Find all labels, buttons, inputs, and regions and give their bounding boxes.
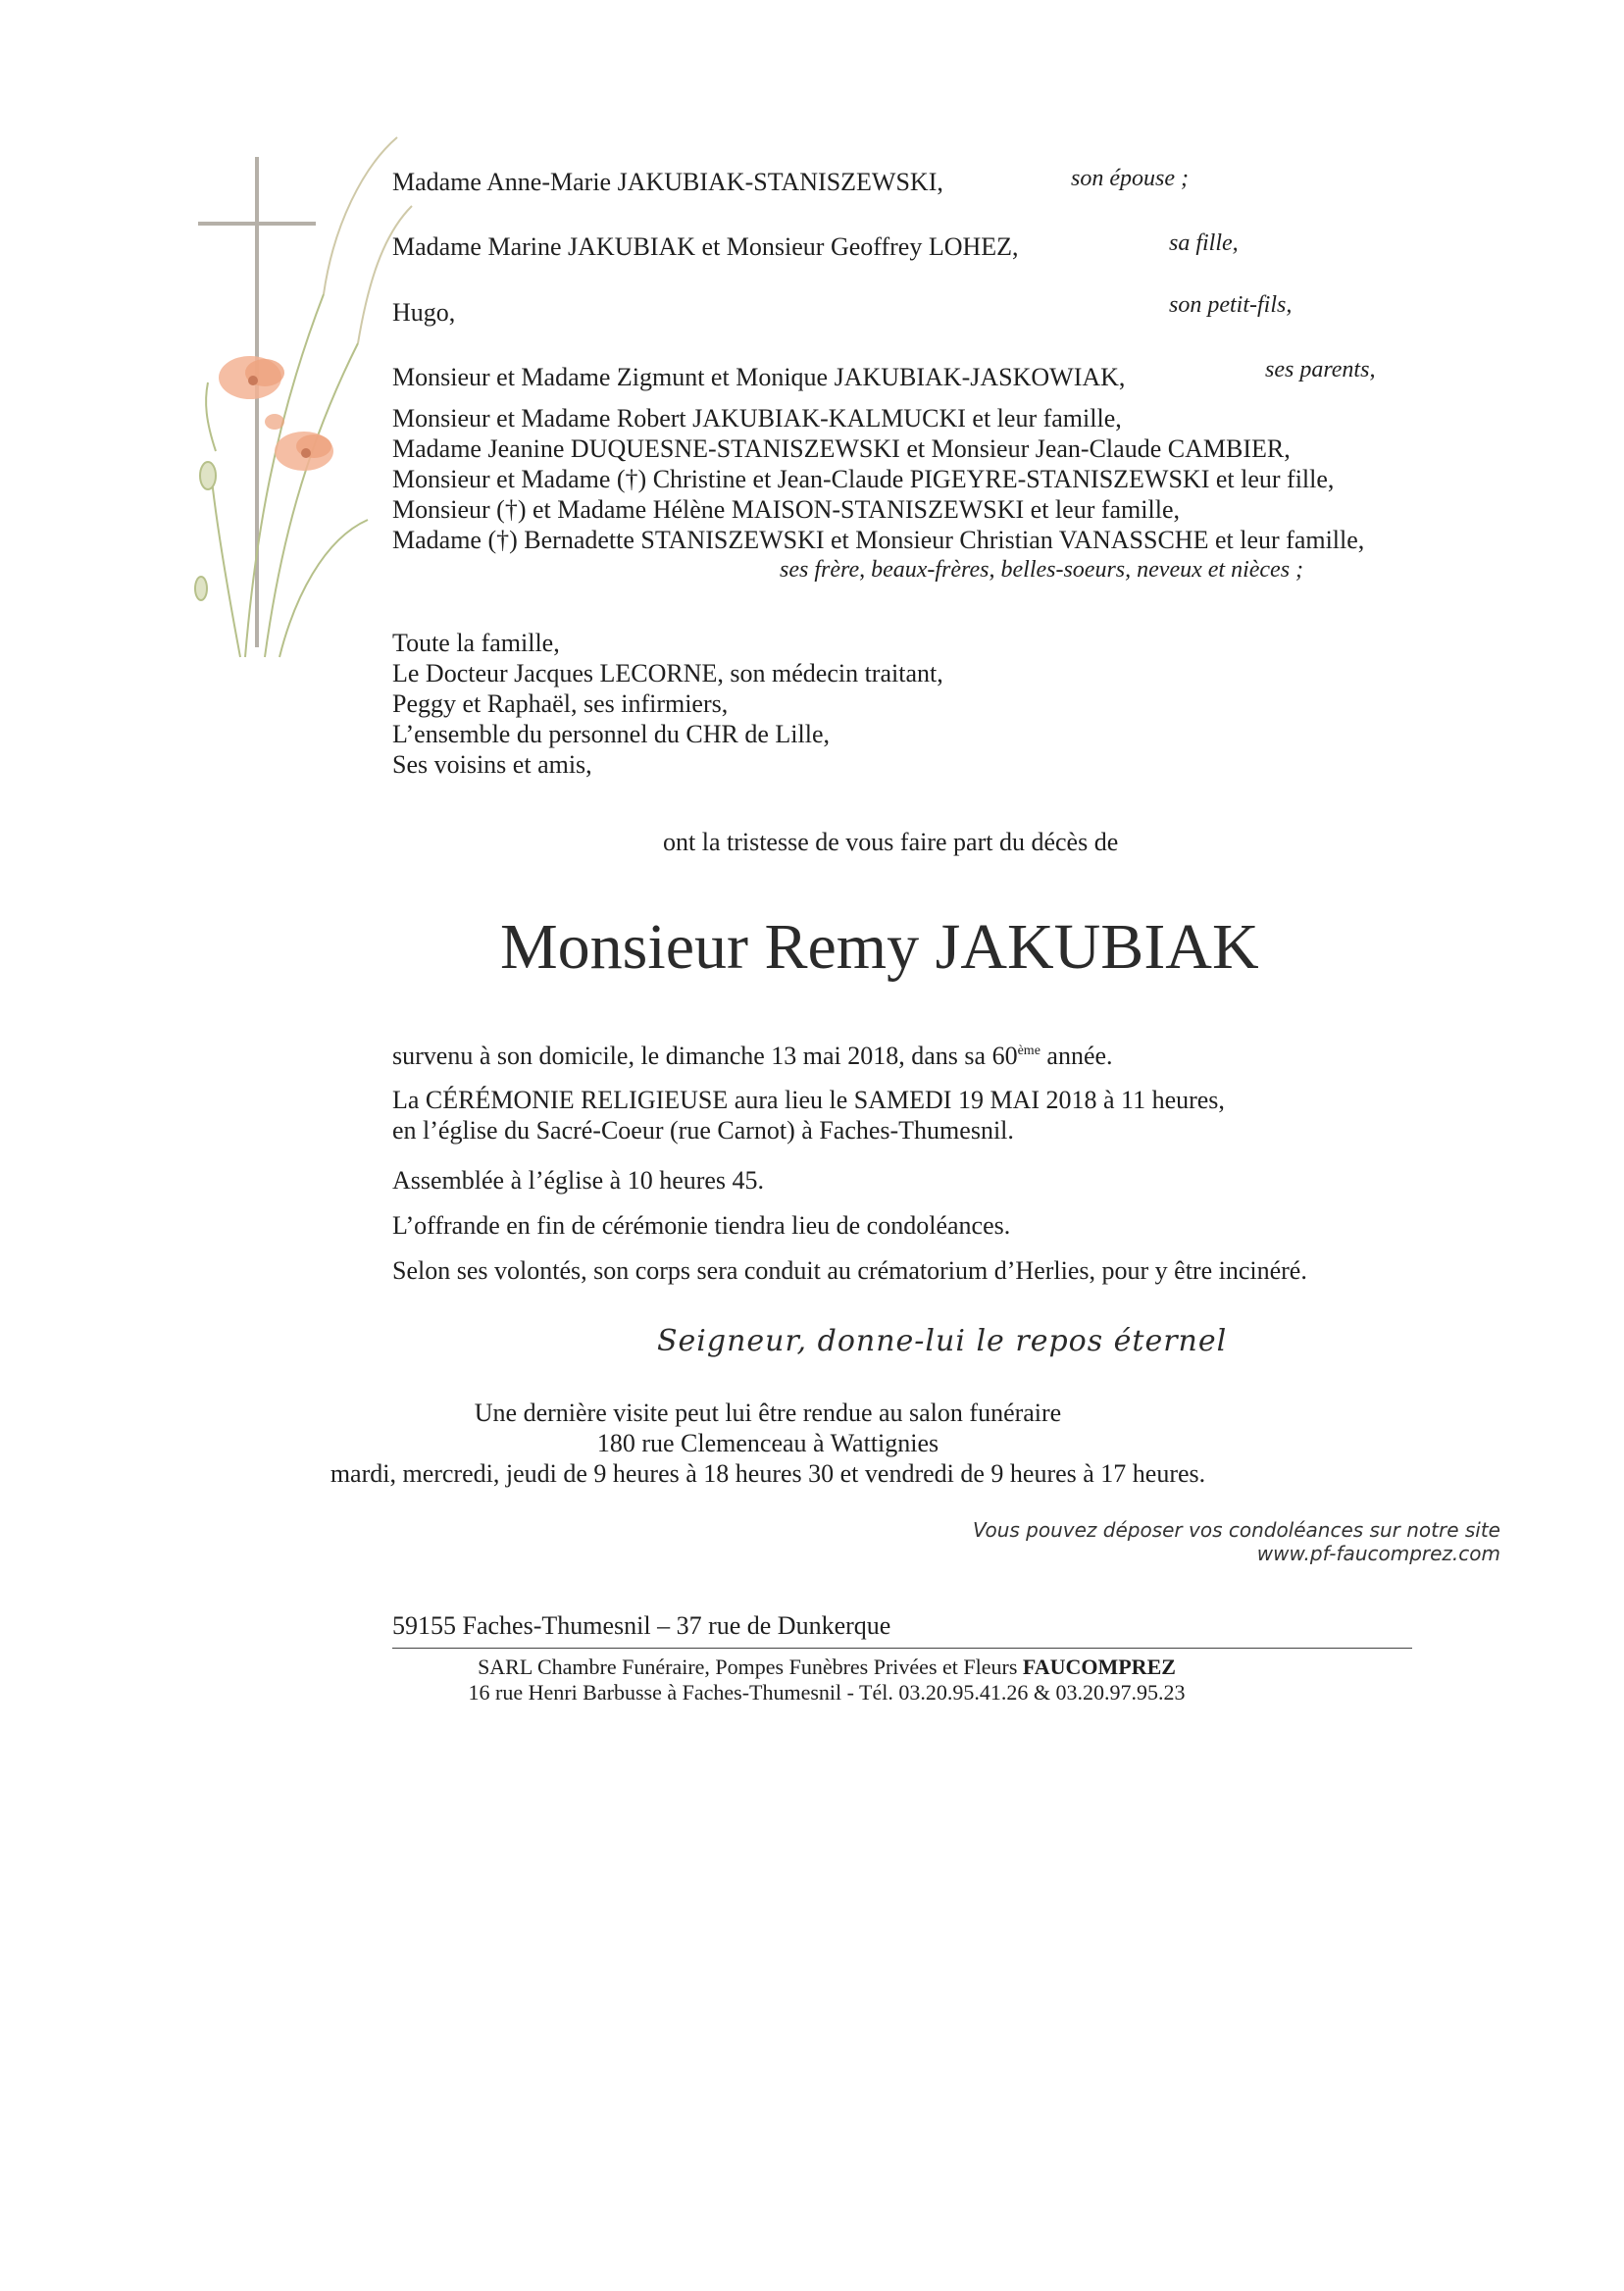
other-entry: Peggy et Raphaël, ses infirmiers, [392, 689, 729, 718]
family-member-relation: sa fille, [1169, 230, 1239, 256]
visit-line: 180 rue Clemenceau à Wattignies [596, 1429, 939, 1457]
address-text: 59155 Faches-Thumesnil – 37 rue de Dunkerque [392, 1611, 891, 1640]
sibling-entry: Monsieur (†) et Madame Hélène MAISON-STANISZEWSKI et leur famille, [392, 495, 1180, 524]
sibling-entry: Madame Jeanine DUQUESNE-STANISZEWSKI et Monsieur Jean-Claude CAMBIER, [392, 434, 1291, 463]
family-member-relation: son épouse ; [1071, 166, 1189, 191]
footer-line-2: 16 rue Henri Barbusse à Faches-Thumesnil - Tél. 03.20.95.41.26 & 03.20.97.95.23 [468, 1680, 1186, 1705]
siblings-list [392, 403, 1364, 555]
others-list [392, 628, 943, 780]
family-member-name: Monsieur et Madame Zigmunt et Monique JAKUBIAK-JASKOWIAK, [392, 363, 1126, 391]
ceremony-details [392, 1085, 1225, 1146]
footer-brand: FAUCOMPREZ [1022, 1655, 1176, 1679]
visit-info [0, 1398, 1624, 1489]
death-details-suffix: année. [1040, 1042, 1113, 1070]
family-member-relation: ses parents, [1265, 357, 1376, 382]
wishes-text: Selon ses volontés, son corps sera conduit au crématorium d’Herlies, pour y être incinéré. [392, 1256, 1307, 1285]
death-details [392, 1041, 1113, 1071]
footer-divider [392, 1648, 1412, 1649]
death-details-sup: ème [1017, 1044, 1040, 1058]
other-entry: L’ensemble du personnel du CHR de Lille, [392, 720, 831, 748]
family-member-name: Madame Marine JAKUBIAK et Monsieur Geoffrey LOHEZ, [392, 232, 1019, 261]
footer [0, 1655, 1624, 1706]
siblings-relation: ses frère, beaux-frères, belles-soeurs, neveux et nièces ; [780, 557, 1304, 583]
poppy-bouquet-icon [195, 137, 412, 657]
prayer-text: Seigneur, donne-lui le repos éternel [657, 1324, 1228, 1358]
announcement-text: ont la tristesse de vous faire part du décès de [663, 828, 1119, 856]
website-url[interactable]: www.pf-faucomprez.com [1256, 1542, 1500, 1565]
ceremony-line: La CÉRÉMONIE RELIGIEUSE aura lieu le SAMEDI 19 MAI 2018 à 11 heures, [392, 1086, 1225, 1114]
sibling-entry: Monsieur et Madame Robert JAKUBIAK-KALMUCKI et leur famille, [392, 404, 1122, 433]
ceremony-line: en l’église du Sacré-Coeur (rue Carnot) à Faches-Thumesnil. [392, 1116, 1014, 1145]
other-entry: Toute la famille, [392, 629, 560, 657]
family-member-name: Madame Anne-Marie JAKUBIAK-STANISZEWSKI, [392, 168, 943, 196]
sibling-entry: Madame (†) Bernadette STANISZEWSKI et Monsieur Christian VANASSCHE et leur famille, [392, 526, 1365, 554]
other-entry: Le Docteur Jacques LECORNE, son médecin traitant, [392, 659, 943, 687]
family-member-relation: son petit-fils, [1169, 292, 1293, 318]
offering-text: L’offrande en fin de cérémonie tiendra lieu de condoléances. [392, 1211, 1011, 1240]
other-entry: Ses voisins et amis, [392, 750, 592, 779]
cross-icon [198, 157, 316, 647]
footer-line-1 [29, 1655, 1624, 1680]
website-line: Vous pouvez déposer vos condoléances sur notre site [972, 1518, 1500, 1542]
death-details-text: survenu à son domicile, le dimanche 13 mai 2018, dans sa 60 [392, 1042, 1018, 1070]
family-member-name: Hugo, [392, 298, 456, 327]
deceased-name: Monsieur Remy JAKUBIAK [500, 911, 1259, 983]
website-info [973, 1518, 1500, 1565]
cross-poppy-decoration [186, 127, 422, 677]
sibling-entry: Monsieur et Madame (†) Christine et Jean-Claude PIGEYRE-STANISZEWSKI et leur fille, [392, 465, 1335, 493]
assembly-text: Assemblée à l’église à 10 heures 45. [392, 1166, 765, 1195]
footer-company: SARL Chambre Funéraire, Pompes Funèbres Privées et Fleurs [478, 1655, 1023, 1679]
visit-line: mardi, mercredi, jeudi de 9 heures à 18 heures 30 et vendredi de 9 heures à 17 heures. [330, 1459, 1206, 1488]
visit-line: Une dernière visite peut lui être rendue au salon funéraire [474, 1399, 1062, 1427]
